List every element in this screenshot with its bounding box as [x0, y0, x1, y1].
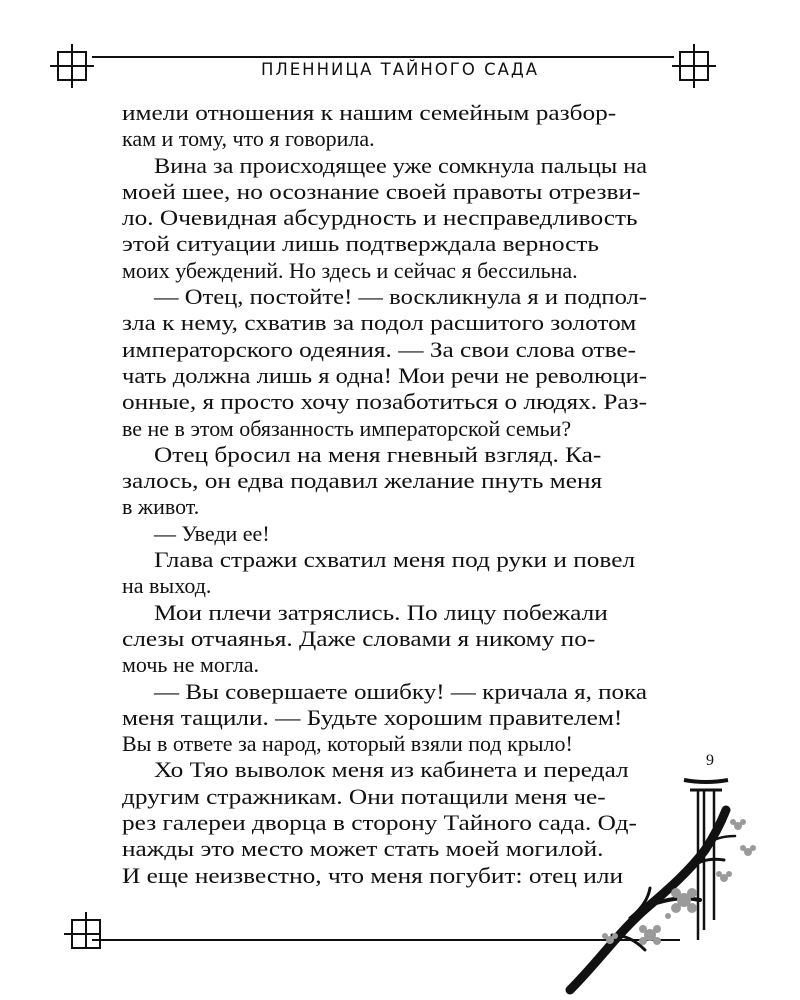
text-line-content: Мои плечи затряслись. По лицу побежали [154, 599, 608, 625]
text-line [122, 757, 647, 783]
text-line [122, 652, 647, 678]
text-line-content: императорского одеяния. — За свои слова отве- [122, 336, 637, 362]
body-text [122, 100, 647, 889]
text-line [122, 337, 647, 363]
text-line [122, 442, 647, 468]
text-line [122, 705, 647, 731]
text-line [122, 231, 647, 257]
text-line-content: залось, он едва подавил желание пнуть меня [122, 468, 603, 494]
text-line-content: ве не в этом обязанность императорской семьи? [122, 415, 572, 441]
text-line [122, 836, 647, 862]
text-line-content: нажды это место может стать моей могилой. [122, 836, 604, 862]
text-line [122, 284, 647, 310]
running-head: ПЛЕННИЦА ТАЙНОГО САДА [260, 60, 540, 79]
text-line [122, 494, 647, 520]
text-line [122, 258, 647, 284]
text-line [122, 521, 647, 547]
text-line-content: Вина за происходящее уже сомкнула пальцы на [154, 152, 647, 178]
text-line [122, 784, 647, 810]
page-number: 9 [706, 752, 714, 769]
text-line-content: — Уведи ее! [154, 520, 270, 546]
text-line-content: — Отец, постойте! — воскликнула я и подпол- [154, 284, 647, 310]
text-line [122, 468, 647, 494]
text-line-content: рез галереи дворца в сторону Тайного сада. Од- [122, 810, 637, 836]
text-line-content: в живот. [122, 494, 200, 520]
text-line-content: меня тащили. — Будьте хорошим правителем! [122, 704, 623, 730]
text-line-content: имели отношения к нашим семейным разбор- [122, 100, 617, 125]
text-line-content: Отец бросил на меня гневный взгляд. Ка- [154, 441, 602, 467]
text-line [122, 416, 647, 442]
text-line [122, 205, 647, 231]
text-line-content: слезы отчаянья. Даже словами я никому по- [122, 625, 596, 651]
text-line [122, 573, 647, 599]
text-line-content: другим стражникам. Они потащили меня че- [122, 783, 606, 809]
knot-ornament-bottom-left-icon [64, 912, 100, 948]
text-line-content: на выход. [122, 573, 212, 599]
text-line-content: зла к нему, схватив за подол расшитого золотом [122, 310, 637, 336]
text-line [122, 310, 647, 336]
text-line [122, 626, 647, 652]
text-line [122, 810, 647, 836]
text-line-content: мочь не могла. [122, 652, 260, 678]
text-line [122, 600, 647, 626]
text-line-content: этой ситуации лишь подтверждала верность [122, 231, 599, 257]
text-line-content: Вы в ответе за народ, который взяли под крыло! [122, 731, 573, 757]
text-line-content: ло. Очевидная абсурдность и несправедливость [122, 205, 638, 231]
text-line [122, 153, 647, 179]
text-line-content: чать должна лишь я одна! Мои речи не революци- [122, 362, 647, 388]
text-line-content: И еще неизвестно, что меня погубит: отец или [122, 862, 623, 888]
text-line-content: моей шее, но осознание своей правоты отрезви- [122, 178, 641, 204]
text-line-content: — Вы совершаете ошибку! — кричала я, пока [154, 678, 647, 704]
text-line [122, 731, 647, 757]
text-line [122, 389, 647, 415]
text-line-content: онные, я просто хочу позаботиться о людях. Раз- [122, 389, 647, 415]
text-line-content: Глава стражи схватил меня под руки и повел [154, 547, 636, 573]
text-line [122, 863, 647, 889]
text-line [122, 100, 647, 126]
text-line [122, 126, 647, 152]
text-line-content: моих убеждений. Но здесь и сейчас я бессильна. [122, 257, 578, 283]
text-line [122, 179, 647, 205]
text-line [122, 679, 647, 705]
text-line-content: кам и тому, что я говорила. [122, 126, 375, 152]
text-line [122, 547, 647, 573]
text-line-content: Хо Тяо выволок меня из кабинета и передал [154, 757, 629, 783]
text-line [122, 363, 647, 389]
